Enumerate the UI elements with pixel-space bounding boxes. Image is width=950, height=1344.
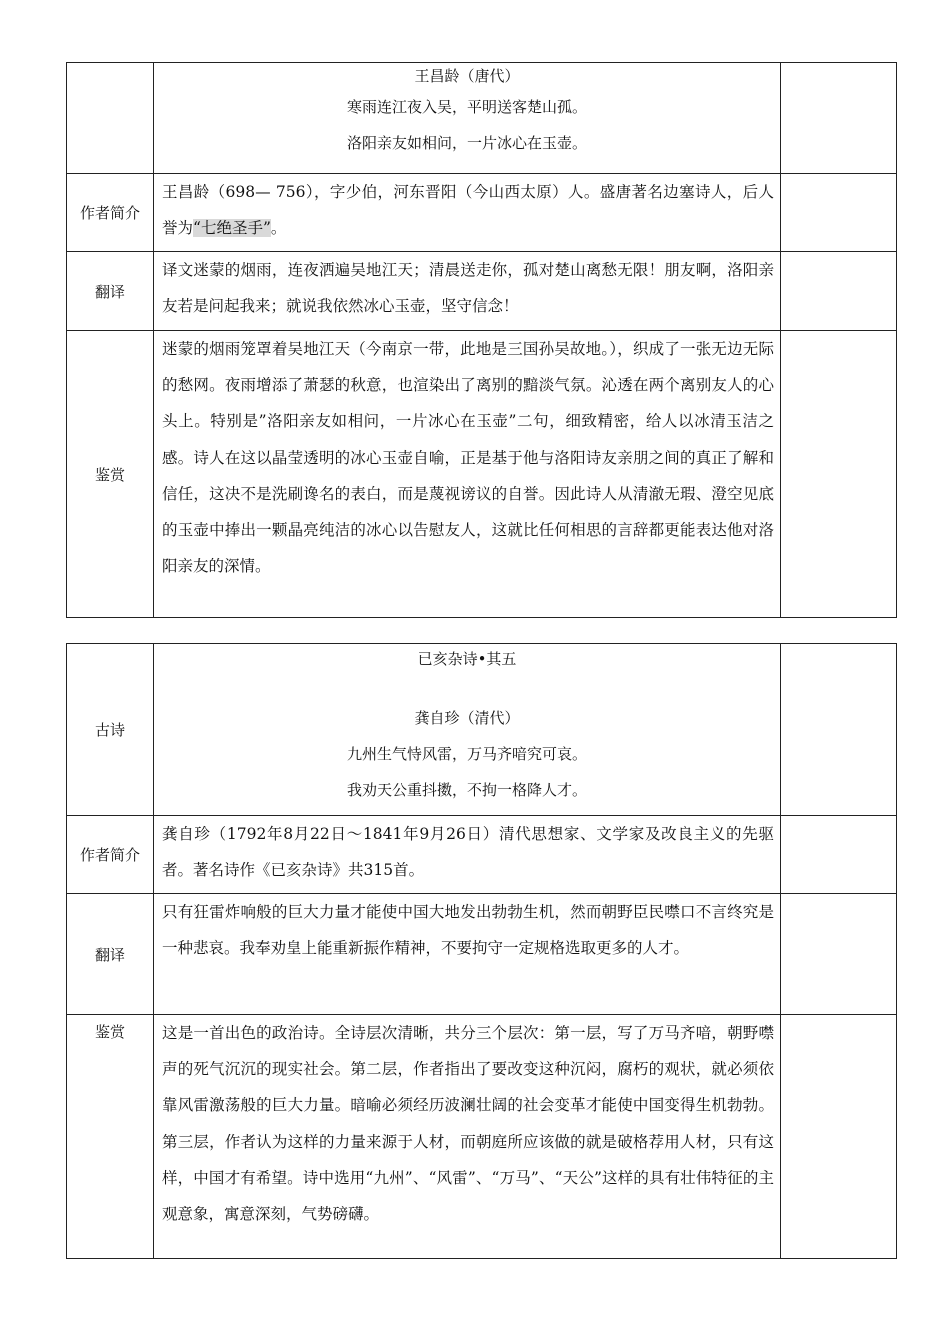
author-label: 作者简介 xyxy=(67,174,154,252)
poem-table-gongzizhen xyxy=(66,643,897,1259)
translation-label: 翻译 xyxy=(67,252,154,331)
poem-line: 九州生气恃风雷，万马齐喑究可哀。 xyxy=(346,745,587,763)
poem-table-wangchangling xyxy=(66,62,897,618)
notes-cell xyxy=(781,331,897,618)
appreciation-row xyxy=(67,1015,897,1259)
translation-text: 译文迷蒙的烟雨，连夜洒遍吴地江天；清晨送走你，孤对楚山离愁无限！朋友啊，洛阳亲友若是问起我来；就说我依然冰心玉壶，坚守信念！ xyxy=(154,252,781,331)
poem-author-line: 龚自珍（清代） xyxy=(414,709,520,727)
appreciation-text: 迷蒙的烟雨笼罩着吴地江天（今南京一带，此地是三国孙吴故地。），织成了一张无边无际的愁网。夜雨增添了萧瑟的秋意，也渲染出了离别的黯淡气氛。沁透在两个离别友人的心头上。特别是”洛阳亲友如相问，一片冰心在玉壶”二句，细致精密，给人以冰清玉洁之感。诗人在这以晶莹透明的冰心玉壶自喻，正是基于他与洛阳诗友亲朋之间的真正了解和信任，这决不是洗刷谗名的表白，而是蔑视谤议的自誉。因此诗人从清澈无瑕、澄空见底的玉壶中捧出一颗晶亮纯洁的冰心以告慰友人，这就比任何相思的言辞都更能表达他对洛阳亲友的深情。 xyxy=(154,331,781,618)
author-text-end: 。 xyxy=(270,219,287,238)
appreciation-label: 鉴赏 xyxy=(67,331,154,618)
poem-text-cell xyxy=(154,63,781,174)
blank-line xyxy=(154,674,780,700)
notes-cell xyxy=(781,252,897,331)
poem-line: 洛阳亲友如相问，一片冰心在玉壶。 xyxy=(346,134,587,152)
highlighted-epithet: “七绝圣手” xyxy=(193,219,271,238)
author-text: 龚自珍（1792年8月22日～1841年9月26日）清代思想家、文学家及改良主义的先驱者。著名诗作《已亥杂诗》共315首。 xyxy=(154,816,781,894)
translation-row xyxy=(67,894,897,1015)
notes-cell xyxy=(781,1015,897,1259)
poem-title: 已亥杂诗•其五 xyxy=(417,650,517,668)
notes-cell xyxy=(781,894,897,1015)
notes-cell xyxy=(781,816,897,894)
poem-line: 我劝天公重抖擞，不拘一格降人才。 xyxy=(346,781,587,799)
poem-text-cell xyxy=(154,644,781,816)
translation-row xyxy=(67,252,897,331)
author-row xyxy=(67,816,897,894)
poem-row xyxy=(67,63,897,174)
notes-cell xyxy=(781,644,897,816)
author-text xyxy=(154,174,781,252)
translation-text: 只有狂雷炸响般的巨大力量才能使中国大地发出勃勃生机，然而朝野臣民噤口不言终究是一种悲哀。我奉劝皇上能重新振作精神，不要拘守一定规格选取更多的人才。 xyxy=(154,894,781,1015)
notes-cell xyxy=(781,63,897,174)
notes-cell xyxy=(781,174,897,252)
author-row xyxy=(67,174,897,252)
appreciation-label: 鉴赏 xyxy=(67,1015,154,1259)
appreciation-text: 这是一首出色的政治诗。全诗层次清晰，共分三个层次：第一层，写了万马齐喑，朝野噤声的死气沉沉的现实社会。第二层，作者指出了要改变这种沉闷，腐朽的观状，就必须依靠风雷激荡般的巨大力量。暗喻必须经历波澜壮阔的社会变革才能使中国变得生机勃勃。第三层，作者认为这样的力量来源于人材，而朝庭所应该做的就是破格荐用人材，只有这样，中国才有希望。诗中选用“九州”、“风雷”、“万马”、“天公”这样的具有壮伟特征的主观意象，寓意深刻，气势磅礴。 xyxy=(154,1015,781,1259)
author-text-main: 王昌龄（698— 756），字少伯，河东晋阳（今山西太原）人。盛唐著名边塞诗人，后人誉为 xyxy=(162,183,774,238)
appreciation-row xyxy=(67,331,897,618)
poem-line: 寒雨连江夜入吴，平明送客楚山孤。 xyxy=(346,98,587,116)
poem-row xyxy=(67,644,897,816)
author-label: 作者简介 xyxy=(67,816,154,894)
poem-label-cell xyxy=(67,63,154,174)
poem-label: 古诗 xyxy=(67,644,154,816)
translation-label: 翻译 xyxy=(67,894,154,1015)
poem-author-line: 王昌龄（唐代） xyxy=(414,67,520,85)
